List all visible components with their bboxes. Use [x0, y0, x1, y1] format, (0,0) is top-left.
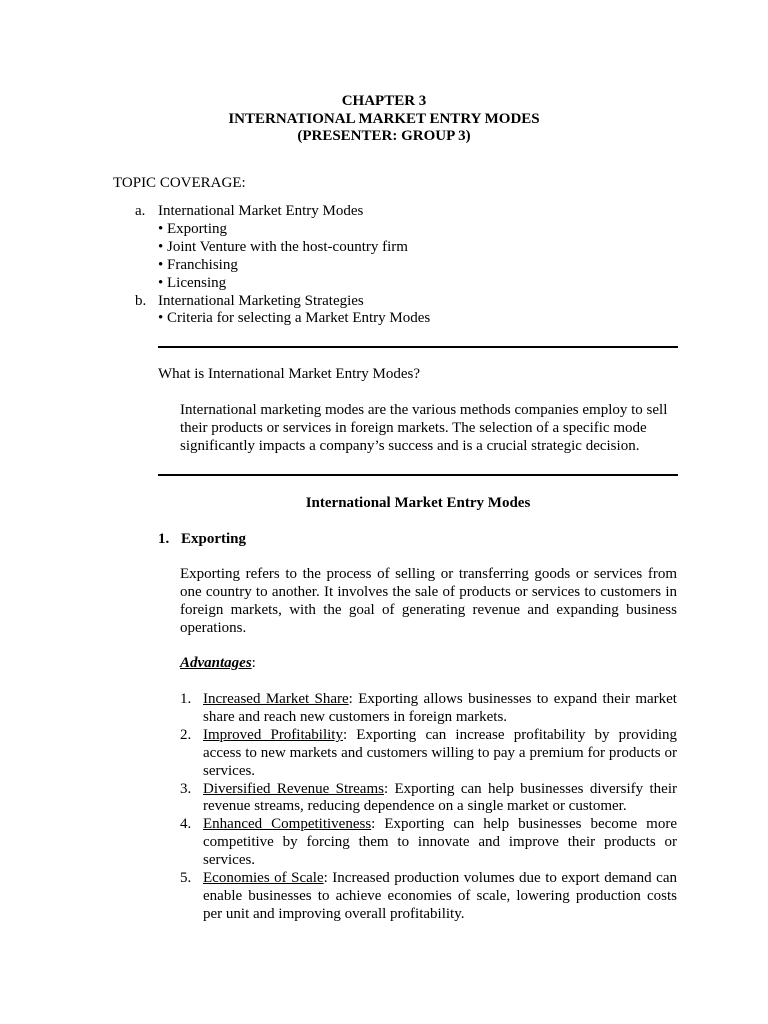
coverage-item-label: International Marketing Strategies — [158, 292, 364, 309]
advantage-number: 3. — [180, 780, 192, 797]
topic-coverage-list — [135, 203, 695, 328]
advantage-item — [180, 691, 677, 727]
horizontal-divider — [158, 474, 678, 476]
definition-question: What is International Market Entry Modes? — [158, 366, 421, 382]
coverage-subitem: • Licensing — [158, 274, 227, 291]
coverage-subitem: • Exporting — [158, 220, 227, 237]
section-title: International Market Entry Modes — [305, 495, 531, 511]
chapter-title-block — [0, 93, 768, 146]
advantage-term: Enhanced Competitiveness — [203, 816, 372, 833]
advantage-item — [180, 816, 677, 870]
chapter-title: INTERNATIONAL MARKET ENTRY MODES — [228, 110, 540, 127]
coverage-subitem: • Joint Venture with the host-country firm — [158, 238, 408, 255]
advantage-term: Increased Market Share — [203, 691, 349, 707]
chapter-number: CHAPTER 3 — [341, 93, 427, 109]
advantage-text: : Exporting can help businesses become more competitive by forcing them to innovate and improve their products or services. — [203, 816, 677, 869]
advantage-number: 4. — [180, 816, 192, 833]
advantage-item — [180, 727, 677, 781]
advantage-text: : Exporting can help businesses diversify their revenue streams, reducing dependence on a single market or customer. — [203, 780, 677, 815]
horizontal-divider — [158, 346, 678, 348]
advantage-item — [180, 870, 677, 924]
coverage-item-marker: b. — [135, 292, 147, 309]
advantage-term: Improved Profitability — [203, 726, 343, 743]
subsection-title: Exporting — [181, 531, 247, 547]
coverage-item — [135, 293, 695, 311]
advantages-list — [180, 691, 677, 924]
subsection-heading — [158, 531, 246, 549]
subsection-number: 1. — [158, 531, 170, 547]
advantages-heading — [180, 655, 256, 673]
advantage-number: 1. — [180, 691, 192, 707]
advantage-text: : Exporting allows businesses to expand their market share and reach new customers in foreign markets. — [203, 691, 677, 725]
advantage-term: Diversified Revenue Streams — [203, 780, 384, 797]
advantages-label: Advantages — [180, 655, 252, 671]
advantages-colon: : — [251, 655, 256, 671]
advantage-item — [180, 781, 677, 817]
advantage-number: 5. — [180, 870, 192, 887]
advantage-text: : Increased production volumes due to export demand can enable businesses to achieve economies of scale, lowering production costs per unit and improving overall profitability. — [203, 870, 677, 922]
coverage-item — [135, 203, 695, 221]
advantage-text: : Exporting can increase profitability by providing access to new markets and customers willing to pay a premium for products or services. — [203, 726, 677, 779]
coverage-subitem: • Franchising — [158, 256, 238, 273]
definition-answer: International marketing modes are the various methods companies employ to sell their products or services in foreign markets. The selection of a specific mode significantly impacts a company’s success and is a crucial strategic decision. — [180, 402, 668, 454]
advantage-term: Economies of Scale — [203, 870, 324, 887]
coverage-item-marker: a. — [135, 203, 146, 219]
coverage-item-label: International Market Entry Modes — [158, 203, 364, 219]
exporting-paragraph: Exporting refers to the process of selling or transferring goods or services from one country to another. It involves the sale of products or services to customers in foreign markets, with the goal of generating revenue and expanding business operations. — [180, 566, 677, 636]
presenter-line: (PRESENTER: GROUP 3) — [297, 128, 471, 144]
topic-coverage-heading: TOPIC COVERAGE: — [113, 175, 246, 191]
advantage-number: 2. — [180, 726, 192, 743]
coverage-subitem: • Criteria for selecting a Market Entry Modes — [158, 310, 431, 327]
